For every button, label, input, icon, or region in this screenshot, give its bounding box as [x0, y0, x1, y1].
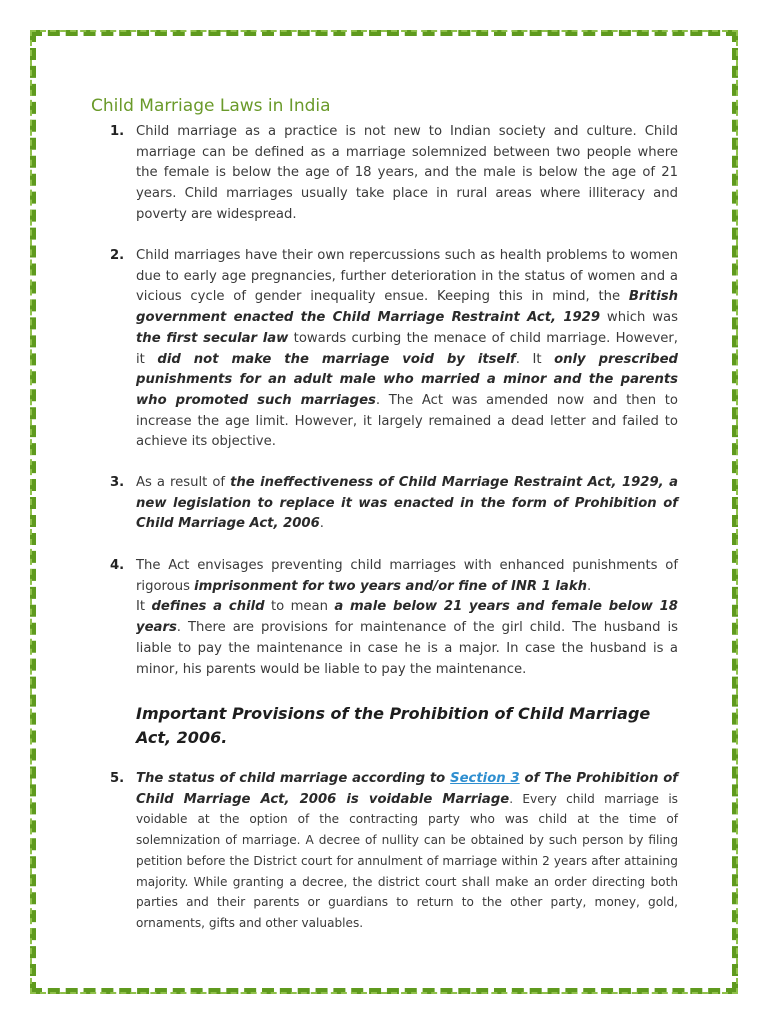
- item-text: Child marriage as a practice is not new to Indian society and culture. Child marriage can be defined as a marriage solemnized between two people where the female is below the age of 18 years, and the male is below the age of 21 years. Child marriages usually take place in rural areas where illiteracy and poverty are widespread.: [136, 124, 678, 222]
- emphasis-text: The status of child marriage according to: [136, 771, 451, 786]
- emphasis-text: the first secular law: [136, 330, 289, 346]
- text-run: . Every child marriage is voidable at the option of the contracting party who was child at the time of solemnization of marriage. A decree of nullity can be obtained by such person by filing petition before the District court for annulment of marriage within 2 years after attaining majority. While granting a decree, the district court shall make an order directing both parties and their parents or guardians to return to the other party, money, gold, ornaments, gifts and other valuables.: [136, 791, 678, 930]
- text-run: As a result of: [136, 475, 231, 490]
- emphasis-text: only prescribed punishments for an adult male who married a minor and the parents who promoted such marriages: [136, 351, 678, 408]
- item-number: 3.: [110, 475, 125, 490]
- item-number: 2.: [110, 248, 125, 263]
- text-run: . It: [515, 351, 555, 367]
- item-text: [136, 769, 678, 935]
- text-run: which was: [600, 310, 678, 326]
- item-text: [136, 246, 678, 453]
- list-item-3: [110, 473, 678, 535]
- section-subheading: Important Provisions of the Prohibition of Child Marriage Act, 2006.: [136, 704, 651, 747]
- text-run: Child marriages have their own repercussions such as health problems to women due to early age pregnancies, further deterioration in the status of women and a vicious cycle of gender inequality ensue. Keeping this in mind, the: [136, 248, 678, 305]
- emphasis-text: did not make the marriage void by itself: [157, 351, 516, 367]
- list-item-4: [110, 556, 678, 680]
- emphasis-text: British government enacted the Child Marriage Restraint Act, 1929: [136, 289, 678, 326]
- list-item-1: [110, 122, 678, 226]
- emphasis-text: defines a child: [151, 599, 265, 615]
- emphasis-text: the ineffectiveness of Child Marriage Restraint Act, 1929, a new legislation to replace it was enacted in the form of Prohibition of Child Marriage Act, 2006: [136, 475, 678, 532]
- text-run: . The Act was amended now and then to increase the age limit. However, it largely remained a dead letter and failed to achieve its objective.: [136, 392, 678, 450]
- section-3-link[interactable]: Section 3: [450, 771, 520, 786]
- text-run: . There are provisions for maintenance of the girl child. The husband is liable to pay the maintenance in case he is a major. In case the husband is a minor, his parents would be liable to pay the maintenance.: [136, 620, 678, 677]
- item-text: [136, 473, 678, 535]
- text-run: .: [587, 578, 592, 594]
- emphasis-text: imprisonment for two years and/or fine of INR 1 lakh: [194, 578, 587, 594]
- list-item-2: [110, 246, 678, 453]
- item-text: [136, 556, 678, 680]
- text-run: The Act envisages preventing child marriages with enhanced punishments of rigorous: [136, 558, 678, 594]
- emphasis-text: a male below 21 years and female below 18 years: [136, 599, 678, 636]
- item-number: 1.: [110, 124, 125, 139]
- page-title: Child Marriage Laws in India: [91, 96, 331, 116]
- emphasis-text: of The Prohibition of Child Marriage Act, 2006 is voidable Marriage: [136, 771, 678, 807]
- item-number: 4.: [110, 558, 125, 573]
- text-run: to mean: [264, 599, 335, 615]
- item-number: 5.: [110, 771, 125, 786]
- text-run: It: [136, 599, 152, 615]
- list-item-5: [110, 769, 678, 935]
- text-run: towards curbing the menace of child marriage. However, it: [136, 330, 678, 367]
- text-run: .: [319, 516, 324, 532]
